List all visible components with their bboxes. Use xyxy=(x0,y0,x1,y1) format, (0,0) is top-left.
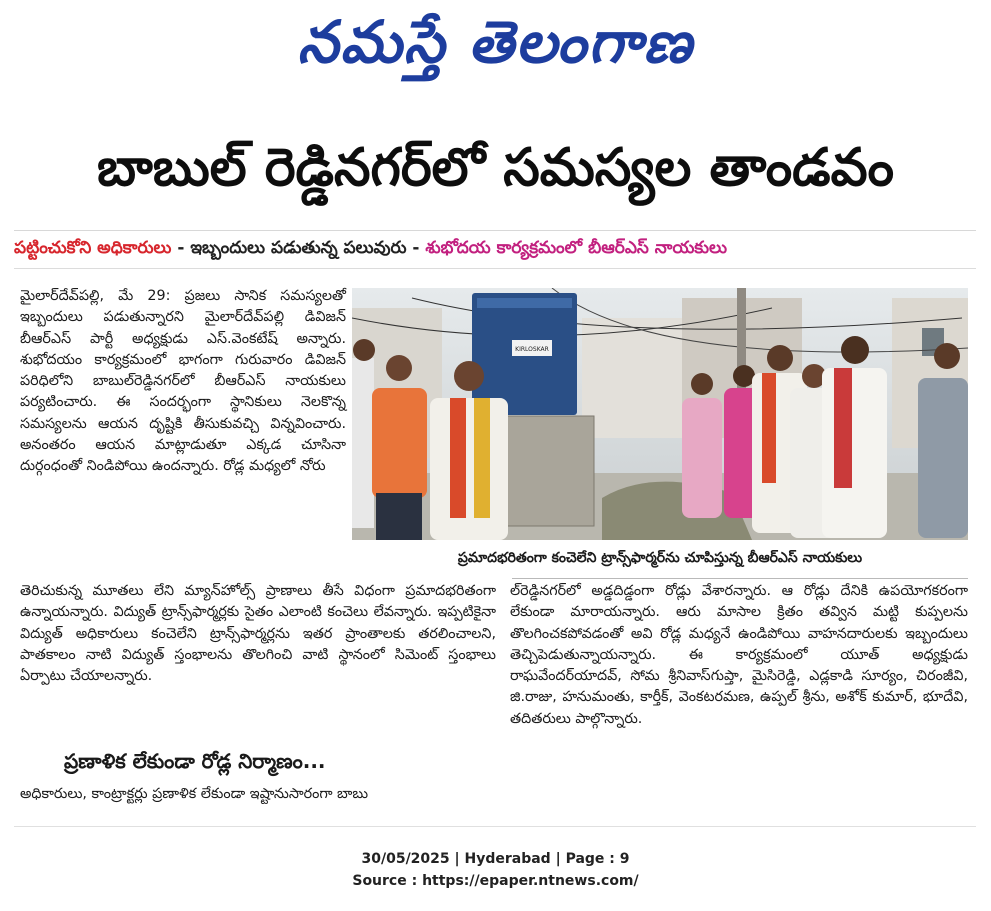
headline: బాబుల్ రెడ్డినగర్‌లో సమస్యల తాండవం xyxy=(97,138,894,198)
section-subheading: ప్రణాళిక లేకుండా రోడ్ల నిర్మాణం... xyxy=(64,749,326,773)
masthead-logo: నమస్తే తెలంగాణ xyxy=(297,8,694,76)
footer-source: Source : https://epaper.ntnews.com/ xyxy=(352,873,639,889)
article-paragraph: తెరిచుకున్న మూతలు లేని మ్యాన్‌హోల్స్ ప్రాణాలు తీసే విధంగా ప్రమాదభరితంగా ఉన్నాయన్నారు. విద్యుత్ ట్రాన్స్‌ఫార్మర్లకు సైతం ఎలాంటి కంచెలు లేవన్నారు. ఇప్పటికైనా విద్యుత్ అధికారులు కంచెలేని ట్రాన్స్‌ఫార్మర్లను ఇతర ప్రాంతాలకు తరలించాలని, పాతకాలం నాటి విద్యుత్ స్తంభాలను తొలగించి వాటి స్థానంలో సిమెంట్ స్తంభాలు ఏర్పాటు చేయాలన్నారు. xyxy=(20,583,496,685)
subheadline-part-1: పట్టించుకోని అధికారులు xyxy=(14,238,172,258)
article-column-bottom-left xyxy=(20,581,496,687)
article-column-right xyxy=(510,581,968,730)
transformer-label: KIRLOSKAR xyxy=(515,346,549,353)
subheadline-part-3: శుభోదయ కార్యక్రమంలో బీఆర్ఎస్ నాయకులు xyxy=(425,238,727,258)
article-paragraph: మైలార్‌దేవ్‌పల్లి, మే 29: ప్రజలు సానిక సమస్యలతో ఇబ్బందులు పడుతున్నారని మైలార్‌దేవ్‌పల్లి డివిజన్ బీఆర్ఎస్ పార్టీ అధ్యక్షుడు ఎస్.వెంకటేష్ అన్నారు. శుభోదయం కార్యక్రమంలో భాగంగా గురువారం డివిజన్ పరిధిలోని బాబుల్‌రెడ్డినగర్‌లో బీఆర్ఎస్ నాయకులు పర్యటించారు. ఈ సందర్భంగా స్థానికులు నెలకొన్న సమస్యలను ఆయన దృష్టికి తీసుకువచ్చి విన్నవించారు. అనంతరం ఆయన మాట్లాడుతూ ఎక్కడ చూసినా దుర్గంధంతో నిండిపోయి ఉందన్నారు. రోడ్ల మధ్యలో నోరు xyxy=(20,288,346,475)
article-column-left xyxy=(20,286,346,478)
subheadline-separator: - xyxy=(171,238,191,258)
photo-caption: ప్రమాదభరితంగా కంచెలేని ట్రాన్స్‌ఫార్మర్‌ను చూపిస్తున్న బీఆర్ఎస్ నాయకులు xyxy=(457,550,863,566)
subheadline xyxy=(14,234,978,262)
footer-date-page: 30/05/2025 | Hyderabad | Page : 9 xyxy=(361,851,630,867)
news-photo xyxy=(352,288,968,540)
article-paragraph: ల్‌రెడ్డినగర్‌లో అడ్డదిడ్డంగా రోడ్లు వేశారన్నారు. ఆ రోడ్లు దేనికి ఉపయోగకరంగా లేకుండా మారాయన్నారు. ఆరు మాసాల క్రితం తవ్విన మట్టి కుప్పలను తొలగించకపోవడంతో అవి రోడ్ల మధ్యనే ఉండిపోయి వాహనదారులకు ఇబ్బందులు తెచ్చిపెడుతున్నాయన్నారు. ఈ కార్యక్రమంలో యూత్ అధ్యక్షుడు రాఘవేందర్‌యాదవ్, సోమ శ్రీనివాస్‌గుప్తా, మైసిరెడ్డి, ఎడ్లకాడి సూర్యం, చిరంజీవి, జి.రాజు, హనుమంతు, కార్తీక్, వెంకటరమణ, ఉప్పల్ శ్రీను, అశోక్ కుమార్, భూదేవి, తదితరులు పాల్గొన్నారు. xyxy=(510,583,968,727)
subheadline-separator: - xyxy=(406,238,426,258)
photo-illustration xyxy=(352,288,968,540)
divider xyxy=(14,826,976,827)
subheadline-part-2: ఇబ్బందులు పడుతున్న పలువురు xyxy=(190,238,407,258)
article-paragraph: అధికారులు, కాంట్రాక్టర్లు ప్రణాళిక లేకుండా ఇష్టానుసారంగా బాబు xyxy=(20,786,369,802)
divider xyxy=(512,578,968,579)
divider xyxy=(14,268,976,269)
divider xyxy=(14,230,976,231)
